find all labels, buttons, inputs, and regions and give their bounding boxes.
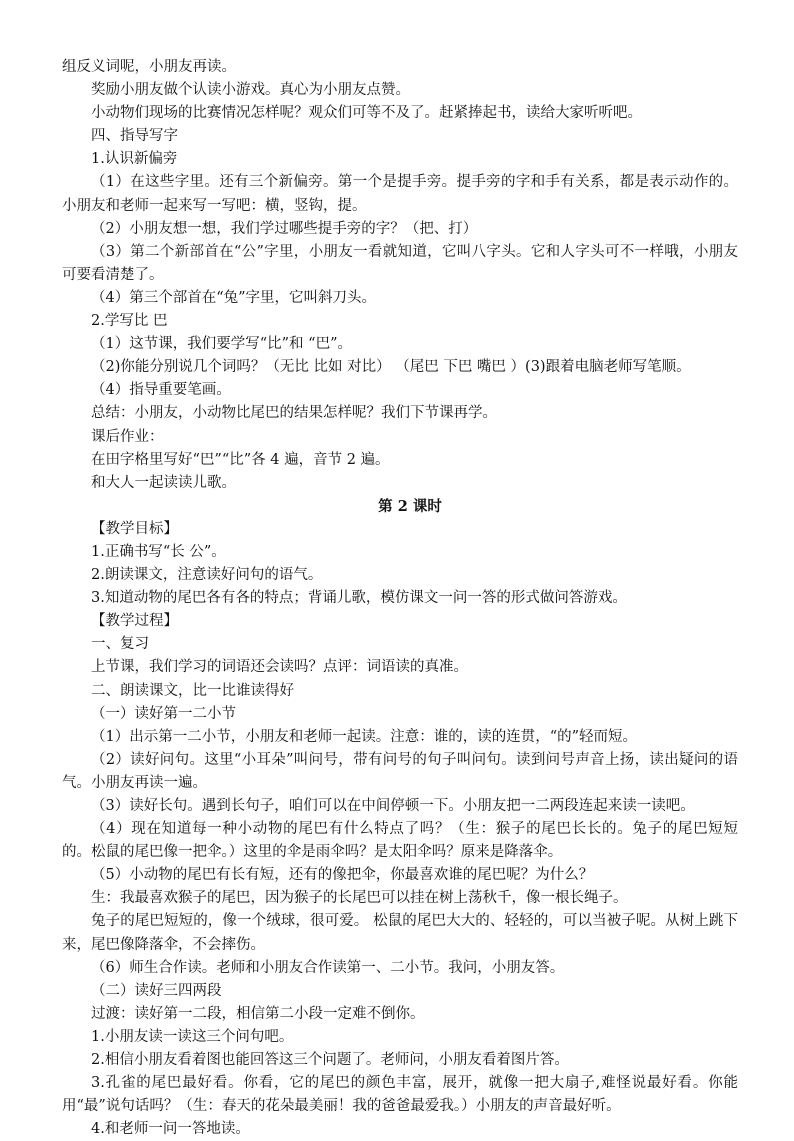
paragraph: 组反义词呢，小朋友再读。 bbox=[62, 59, 236, 75]
paragraph: （4）现在知道每一种小动物的尾巴有什么特点了吗？（生：猴子的尾巴长长的。兔子的尾巴短短的。松鼠的尾巴像一把伞。）这里的伞是雨伞吗？是太阳伞吗？原来是降落伞。 bbox=[62, 821, 738, 861]
paragraph: 奖励小朋友做个认读小游戏。真心为小朋友点赞。 bbox=[91, 82, 410, 99]
paragraph: 生：我最喜欢猴子的尾巴，因为猴子的长尾巴可以挂在树上荡秋千，像一根长绳子。 bbox=[91, 890, 628, 907]
paragraph: 二、朗读课文，比一比谁读得好 bbox=[91, 682, 294, 699]
paragraph: （4）指导重要笔画。 bbox=[91, 382, 231, 399]
paragraph: （1）出示第一二小节，小朋友和老师一起读。注意：谁的，读的连贯，“的”轻而短。 bbox=[91, 728, 638, 745]
paragraph: 4.和老师一问一答地读。 bbox=[91, 1121, 250, 1138]
paragraph: 课后作业： bbox=[91, 428, 164, 445]
paragraph: 过渡：读好第一二段，相信第二小段一定难不倒你。 bbox=[91, 1005, 425, 1022]
paragraph: （2）读好问句。这里“小耳朵”叫问号，带有问号的句子叫问句。读到问号声音上扬，读出疑问的语气。小朋友再读一遍。 bbox=[62, 751, 738, 791]
document-page bbox=[62, 56, 738, 1141]
paragraph: 【教学过程】 bbox=[91, 613, 178, 630]
paragraph: 和大人一起读读儿歌。 bbox=[91, 474, 236, 491]
paragraph: （二）读好三四两段 bbox=[91, 982, 222, 999]
paragraph: 小动物们现场的比赛情况怎样呢？观众们可等不及了。赶紧捧起书，读给大家听听吧。 bbox=[91, 105, 642, 122]
paragraph: 3.知道动物的尾巴各有各的特点；背诵儿歌，模仿课文一问一答的形式做问答游戏。 bbox=[91, 590, 627, 607]
paragraph: （1）在这些字里。还有三个新偏旁。第一个是提手旁。提手旁的字和手有关系，都是表示动作的。小朋友和老师一起来写一写吧：横，竖钩，提。 bbox=[62, 174, 738, 214]
paragraph: （6）师生合作读。老师和小朋友合作读第一、二小节。我问，小朋友答。 bbox=[91, 959, 565, 976]
paragraph: （5）小动物的尾巴有长有短，还有的像把伞，你最喜欢谁的尾巴呢？为什么？ bbox=[91, 867, 594, 884]
paragraph: 上节课，我们学习的词语还会读吗？点评：词语读的真准。 bbox=[91, 659, 468, 676]
paragraph: （2)你能分别说几个词吗？（无比 比如 对比） （尾巴 下巴 嘴巴 ）(3)跟着电脑老师写笔顺。 bbox=[91, 359, 691, 376]
paragraph: （1）这节课，我们要学写“比”和 “巴”。 bbox=[91, 336, 352, 353]
paragraph: 【教学目标】 bbox=[91, 520, 178, 537]
paragraph: 一、复习 bbox=[91, 636, 149, 653]
paragraph: （一）读好第一二小节 bbox=[91, 705, 236, 722]
paragraph: （3）第二个新部首在“公”字里，小朋友一看就知道，它叫八字头。它和人字头可不一样哦，小朋友可要看清楚了。 bbox=[62, 243, 738, 283]
paragraph: 1.认识新偏旁 bbox=[91, 151, 178, 168]
paragraph: 总结：小朋友，小动物比尾巴的结果怎样呢？我们下节课再学。 bbox=[91, 405, 497, 422]
paragraph: 3.孔雀的尾巴最好看。你看，它的尾巴的颜色丰富，展开，就像一把大扇子,难怪说最好看。你能用“最”说句话吗？（生：春天的花朵最美丽！我的爸爸最爱我。）小朋友的声音最好听。 bbox=[62, 1075, 738, 1115]
paragraph: （4）第三个部首在“兔”字里，它叫斜刀头。 bbox=[91, 289, 377, 306]
paragraph: 2.朗读课文，注意读好问句的语气。 bbox=[91, 567, 323, 584]
paragraph: 1.小朋友读一读这三个问句吧。 bbox=[91, 1028, 294, 1045]
paragraph: （3）读好长句。遇到长句子，咱们可以在中间停顿一下。小朋友把一二两段连起来读一读吧。 bbox=[91, 798, 695, 814]
section-heading: 第 2 课时 bbox=[378, 497, 442, 515]
paragraph: 1.正确书写“长 公”。 bbox=[91, 543, 226, 560]
paragraph: 在田字格里写好“巴”“比”各 4 遍，音节 2 遍。 bbox=[91, 451, 390, 468]
paragraph: 四、指导写字 bbox=[91, 128, 178, 145]
paragraph: 兔子的尾巴短短的，像一个绒球，很可爱。 松鼠的尾巴大大的、轻轻的，可以当被子呢。从树上跳下来，尾巴像降落伞，不会摔伤。 bbox=[62, 913, 738, 953]
paragraph: 2.相信小朋友看着图也能回答这三个问题了。老师问，小朋友看着图片答。 bbox=[91, 1052, 569, 1069]
paragraph: 2.学写比 巴 bbox=[91, 313, 168, 330]
paragraph: （2）小朋友想一想，我们学过哪些提手旁的字？（把、打） bbox=[91, 220, 478, 237]
